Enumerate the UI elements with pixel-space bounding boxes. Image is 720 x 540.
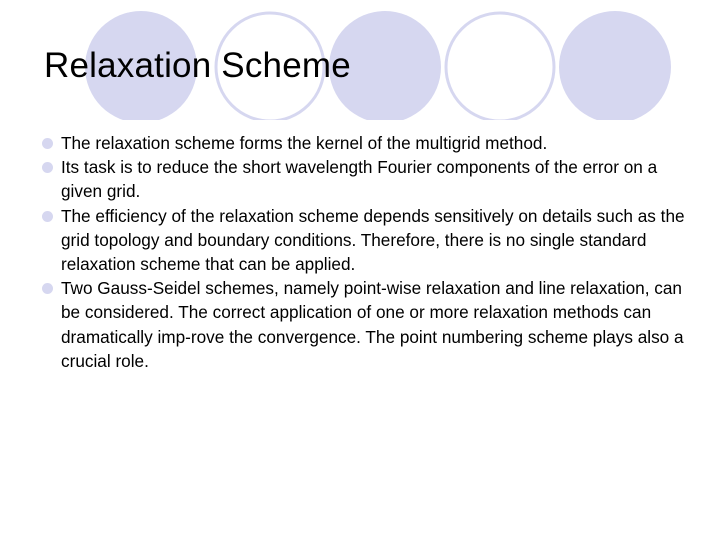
bullet-list [42,131,692,373]
bullet-text: Two Gauss-Seidel schemes, namely point-wise relaxation and line relaxation, can be considered. The correct application of one or more relaxation methods can dramatically imp-rove the convergence. The point numbering scheme plays also a crucial role. [61,278,684,371]
bullet-marker-icon [42,211,53,222]
slide-title: Relaxation Scheme [44,46,351,85]
bullet-marker-icon [42,283,53,294]
bullet-item [42,276,692,373]
bullet-item [42,204,692,277]
bullet-item [42,131,692,155]
bullet-marker-icon [42,138,53,149]
decor-circle-filled [559,11,671,120]
bullet-marker-icon [42,162,53,173]
bullet-text: The efficiency of the relaxation scheme depends sensitively on details such as the grid topology and boundary conditions. Therefore, there is no single standard relaxation scheme that can be applied. [61,205,685,275]
bullet-item [42,155,692,203]
bullet-text: The relaxation scheme forms the kernel of the multigrid method. [61,133,548,153]
bullet-text: Its task is to reduce the short wavelength Fourier components of the error on a given grid. [61,157,658,202]
decor-circle-outline [446,13,554,120]
